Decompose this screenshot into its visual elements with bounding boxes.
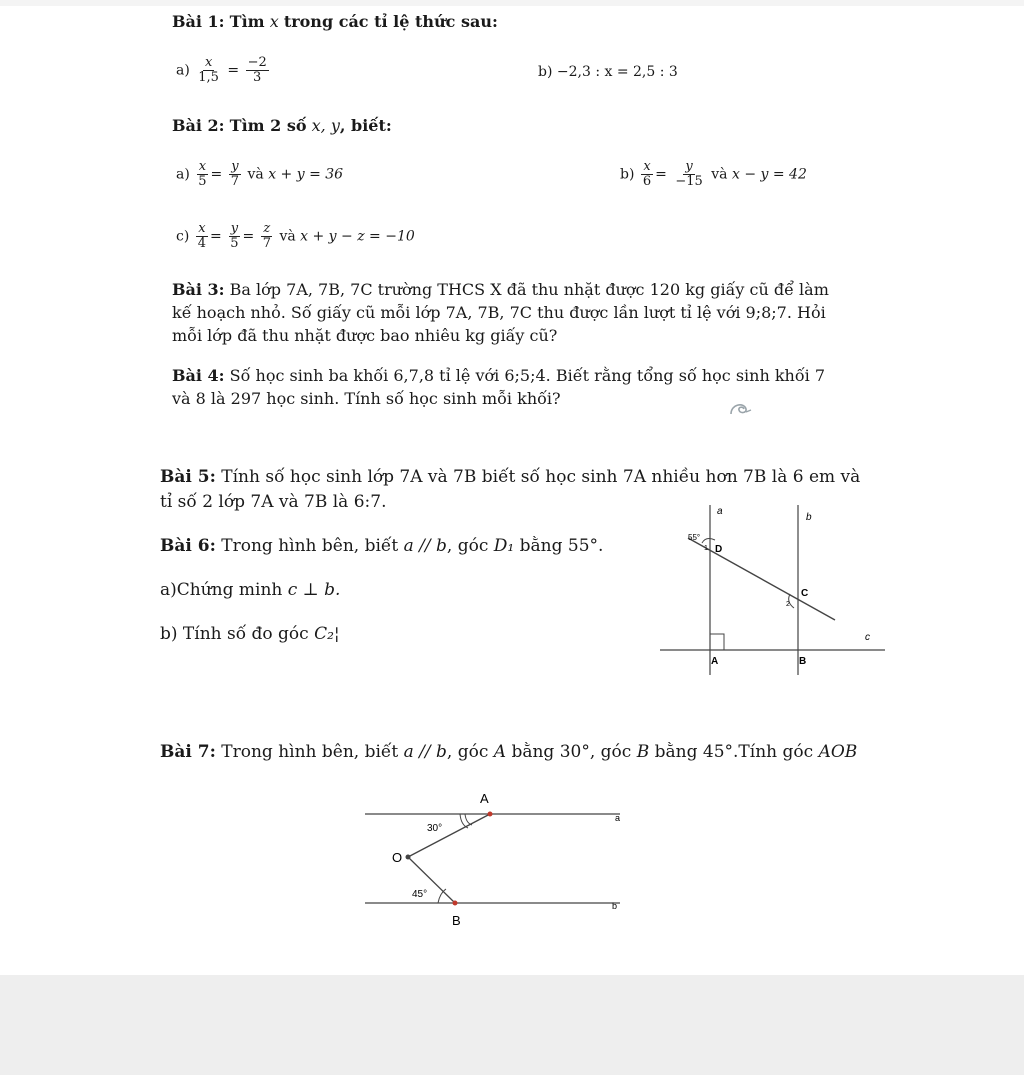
bai1-a-frac2	[246, 56, 269, 85]
bai4-text: Số học sinh ba khối 6,7,8 tỉ lệ với 6;5;4. Biết rằng tổng số học sinh khối 7	[229, 366, 826, 385]
label-D: D	[715, 544, 723, 555]
bai2-a-frac2	[229, 160, 241, 189]
bai2-text-b: , biết:	[339, 116, 392, 135]
bai6-part-a	[160, 580, 340, 600]
bai5-label: Bài 5:	[160, 467, 216, 487]
bai7-text2: , góc	[446, 742, 489, 762]
frac-num: z	[263, 221, 271, 236]
frac-den: 7	[230, 174, 240, 189]
bai3-line2: kế hoạch nhỏ. Số giấy cũ mỗi lớp 7A, 7B, 7C thu được lần lượt tỉ lệ với 9;8;7. Hỏi	[172, 303, 826, 322]
frac-num: y	[230, 221, 239, 236]
label-45: 45°	[412, 889, 428, 900]
bai2-c-frac1	[196, 222, 208, 251]
bai7-ab: a // b	[403, 742, 447, 762]
bai2-c-cond: x + y − z = −10	[300, 228, 415, 245]
frac-den: 1,5	[198, 70, 219, 85]
bai6-deg: 55°.	[567, 536, 604, 556]
bai2-text-a: Tìm 2 số	[229, 116, 307, 135]
bai6-ab: a // b	[403, 536, 447, 556]
bai6-b-label: b) Tính số đo góc	[160, 624, 309, 644]
bai1-heading	[172, 12, 498, 32]
bai2-c-label: c)	[176, 228, 190, 245]
label-A: A	[711, 656, 719, 667]
bai5-line2: tỉ số 2 lớp 7A và 7B là 6:7.	[160, 492, 387, 512]
bai6-a-expr: c ⊥ b.	[287, 580, 341, 600]
frac-num: x	[198, 159, 207, 174]
frac-den: 4	[197, 236, 207, 251]
bai2-b-frac1	[641, 160, 653, 189]
bai2-heading	[172, 116, 392, 136]
bai1-b-label: b)	[538, 64, 553, 80]
bai7-AOB: AOB	[818, 742, 858, 762]
bai7-label: Bài 7:	[160, 742, 216, 762]
bai5-text: Tính số học sinh lớp 7A và 7B biết số học sinh 7A nhiều hơn 7B là 6 em và	[221, 467, 861, 487]
frac-den: 3	[253, 70, 262, 85]
segment-AO	[408, 814, 490, 857]
bai2-a-va: và	[247, 166, 264, 183]
frac-den: −15	[675, 174, 703, 189]
bai6-text: Trong hình bên, biết	[221, 536, 399, 556]
bai1-part-b	[538, 62, 678, 82]
bai1-part-a	[176, 56, 271, 85]
bai6-figure	[660, 500, 890, 680]
bai2-part-b: b) $\frac{x}{6}$ = $\frac{y}{-15}$ và x − y = 42	[620, 159, 807, 189]
bai7-text4: .Tính góc	[733, 742, 814, 762]
frac-den: 5	[230, 236, 239, 251]
point-B	[453, 901, 458, 906]
bai7-figure	[360, 785, 630, 935]
frac-num: x	[643, 159, 651, 174]
label-B: B	[452, 913, 461, 928]
bai2-label: Bài 2:	[172, 116, 225, 135]
bai2-a-frac1	[196, 160, 208, 189]
frac-num: x	[198, 221, 206, 236]
point-O	[406, 855, 411, 860]
label-30: 30°	[427, 823, 443, 834]
bai1-a-label: a)	[176, 62, 190, 79]
bai1-b-expr: −2,3 : x = 2,5 : 3	[556, 64, 678, 80]
bai2-b-frac2	[673, 160, 704, 189]
frac-num: y	[231, 159, 239, 174]
label-a: a	[615, 813, 621, 823]
bai7-text1: Trong hình bên, biết	[221, 742, 399, 762]
swirl-icon	[728, 400, 754, 418]
bai3-label: Bài 3:	[172, 280, 225, 299]
frac-num: −2	[247, 55, 267, 70]
frac-num: x	[204, 55, 213, 70]
bai7-heading	[160, 742, 857, 762]
label-a: a	[717, 506, 723, 517]
bai4-line2: và 8 là 297 học sinh. Tính số học sinh mỗi khối?	[172, 389, 561, 408]
bai3-line1	[172, 278, 852, 301]
angle-d1-arc	[702, 539, 715, 543]
bai2-part-a: a) $\frac{x}{5}$ = $\frac{y}{7}$ và x + y = 36	[176, 159, 344, 189]
bai6-b-expr: C₂	[314, 624, 334, 644]
bai1-label: Bài 1:	[172, 12, 225, 31]
bai1-text-b: trong các tỉ lệ thức sau:	[283, 12, 498, 31]
frac-num: y	[685, 159, 693, 174]
frac-den: 7	[262, 236, 271, 251]
bai7-deg45: 45°	[702, 742, 734, 762]
label-B: B	[799, 656, 807, 667]
bai2-a-cond: x + y = 36	[268, 166, 344, 183]
bai6-heading	[160, 536, 603, 556]
point-A	[488, 812, 493, 817]
bai7-bang1: bằng	[511, 742, 555, 762]
bai6-goc: , góc	[446, 536, 489, 556]
bai6-part-b	[160, 624, 340, 644]
page-bottom-gray-area	[0, 975, 1024, 1075]
label-c: c	[865, 632, 870, 643]
bai6-a-label: a)Chứng minh	[160, 580, 283, 600]
equals-sign: =	[227, 62, 240, 79]
bai2-b-label: b)	[620, 166, 635, 183]
bai6-d1: D₁	[493, 536, 515, 556]
right-angle-mark	[710, 634, 724, 650]
bai4-label: Bài 4:	[172, 366, 225, 385]
bai2-part-c: c) $\frac{x}{4}$ = $\frac{y}{5}$ = $\frac{z}{7}$ và x + y − z = −10	[176, 221, 415, 251]
bai2-a-label: a)	[176, 166, 190, 183]
bai1-a-frac1	[196, 56, 221, 85]
bai7-A: A	[493, 742, 507, 762]
bai7-B: B	[636, 742, 650, 762]
bai6-label: Bài 6:	[160, 536, 216, 556]
bai3-text: Ba lớp 7A, 7B, 7C trường THCS X đã thu nhặt được 120 kg giấy cũ để làm	[229, 280, 829, 299]
bai1-text-a: Tìm	[229, 12, 265, 31]
label-O: O	[392, 850, 403, 865]
bai4-line1	[172, 364, 852, 387]
bai3-line3: mỗi lớp đã thu nhặt được bao nhiêu kg giấy cũ?	[172, 326, 558, 345]
bai5-line1	[160, 465, 890, 490]
text-cursor: ¦	[333, 624, 340, 644]
label-angle-2: 2	[786, 601, 790, 608]
frac-den: 5	[198, 174, 207, 189]
label-b: b	[806, 512, 812, 523]
frac-den: 6	[642, 174, 652, 189]
bai6-bang: bằng	[519, 536, 563, 556]
label-55: 55°	[688, 533, 701, 542]
bai3-paragraph	[172, 278, 852, 347]
bai2-c-frac2	[228, 222, 240, 251]
bai1-var: x	[269, 12, 279, 31]
label-A: A	[480, 791, 489, 806]
bai2-b-va: và	[711, 166, 728, 183]
bai2-b-cond: x − y = 42	[731, 166, 807, 183]
bai7-text3: , góc	[589, 742, 632, 762]
bai7-deg30: 30°	[559, 742, 590, 762]
bai2-vars: x, y	[311, 116, 340, 135]
bai7-bang2: bằng	[654, 742, 698, 762]
top-edge	[0, 0, 1024, 6]
bai2-c-va: và	[279, 228, 296, 245]
bai2-c-frac3	[261, 222, 273, 251]
label-b: b	[612, 901, 618, 911]
label-angle-1: 1	[704, 545, 708, 552]
label-C: C	[801, 588, 809, 599]
